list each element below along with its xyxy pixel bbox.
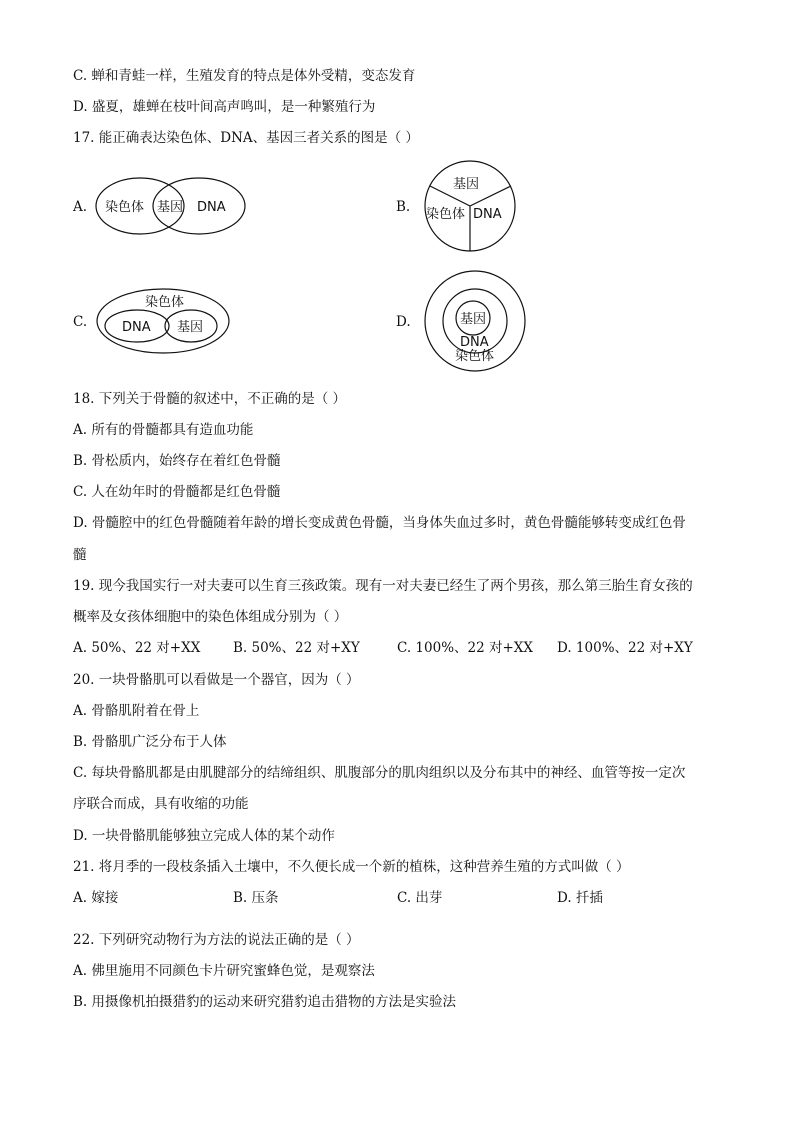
diagram-d-gene-text: 基因 — [460, 312, 487, 327]
q19-stem-line1: 19. 现今我国实行一对夫妻可以生育三孩政策。现有一对夫妻已经生了两个男孩，那么第三胎生育女孩的 — [73, 578, 693, 594]
q19-stem-line2: 概率及女孩体细胞中的染色体组成分别为（ ） — [73, 609, 348, 625]
q19-option-b: B. 50%、22 对+XY — [233, 640, 360, 656]
q17-option-b-label: B. — [396, 199, 411, 215]
q17-diagram-b — [422, 158, 518, 254]
q18-option-d-line1: D. 骨髓腔中的红色骨髓随着年龄的增长变成黄色骨髓，当身体失血过多时，黄色骨髓能够转变成红色骨 — [73, 515, 686, 531]
q18-option-d-line2: 髓 — [73, 547, 87, 563]
q17-option-a-label: A. — [73, 199, 88, 215]
diagram-d-dna-text: DNA — [460, 335, 489, 350]
q22-stem: 22. 下列研究动物行为方法的说法正确的是（ ） — [73, 932, 360, 948]
diagram-d-chromosome-text: 染色体 — [455, 349, 495, 364]
q18-option-c: C. 人在幼年时的骨髓都是红色骨髓 — [73, 484, 281, 500]
q20-stem: 20. 一块骨骼肌可以看做是一个器官，因为（ ） — [73, 672, 360, 688]
q19-option-a: A. 50%、22 对+XX — [73, 640, 201, 656]
q19-option-c: C. 100%、22 对+XX — [397, 640, 534, 656]
q21-stem: 21. 将月季的一段枝条插入土壤中，不久便长成一个新的植株，这种营养生殖的方式叫做（ ） — [73, 859, 630, 875]
q21-option-c: C. 出芽 — [397, 890, 443, 906]
q18-option-a: A. 所有的骨髓都具有造血功能 — [73, 422, 254, 438]
q17-option-c-label: C. — [73, 314, 88, 330]
q20-option-b: B. 骨骼肌广泛分布于人体 — [73, 734, 227, 750]
q20-option-c-line2: 序联合而成，具有收缩的功能 — [73, 796, 249, 812]
q21-option-b: B. 压条 — [233, 890, 279, 906]
diagram-c-dna-text: DNA — [122, 320, 151, 335]
q16-option-d: D. 盛夏，雄蝉在枝叶间高声鸣叫，是一种繁殖行为 — [73, 99, 376, 115]
q21-option-a: A. 嫁接 — [73, 890, 119, 906]
q17-option-d-label: D. — [396, 314, 411, 330]
q20-option-d: D. 一块骨骼肌能够独立完成人体的某个动作 — [73, 828, 335, 844]
q20-option-c-line1: C. 每块骨骼肌都是由肌腱部分的结缔组织、肌腹部分的肌肉组织以及分布其中的神经、血管等按一定次 — [73, 765, 686, 781]
q16-option-c: C. 蝉和青蛙一样，生殖发育的特点是体外受精，变态发育 — [73, 68, 416, 84]
q17-diagram-a — [95, 172, 255, 240]
q17-stem: 17. 能正确表达染色体、DNA、基因三者关系的图是（ ） — [73, 130, 419, 146]
diagram-c-gene-text: 基因 — [177, 320, 204, 335]
q18-stem: 18. 下列关于骨髓的叙述中，不正确的是（ ） — [73, 391, 347, 407]
diagram-b-dna-text: DNA — [473, 207, 502, 222]
q19-option-d: D. 100%、22 对+XY — [557, 640, 693, 656]
q20-option-a: A. 骨骼肌附着在骨上 — [73, 703, 200, 719]
diagram-a-chromosome-text: 染色体 — [105, 200, 145, 215]
diagram-b-chromosome-text: 染色体 — [426, 207, 466, 222]
q17-diagram-d — [420, 270, 530, 372]
q22-option-a: A. 佛里施用不同颜色卡片研究蜜蜂色觉，是观察法 — [73, 963, 375, 979]
q17-diagram-c — [95, 286, 233, 356]
q18-option-b: B. 骨松质内，始终存在着红色骨髓 — [73, 453, 281, 469]
diagram-a-gene-text: 基因 — [157, 200, 184, 215]
diagram-a-dna-text: DNA — [197, 200, 226, 215]
diagram-c-chromosome-text: 染色体 — [145, 295, 185, 310]
q21-option-d: D. 扦插 — [557, 890, 603, 906]
diagram-b-gene-text: 基因 — [453, 177, 480, 192]
q22-option-b: B. 用摄像机拍摄猎豹的运动来研究猎豹追击猎物的方法是实验法 — [73, 994, 457, 1010]
